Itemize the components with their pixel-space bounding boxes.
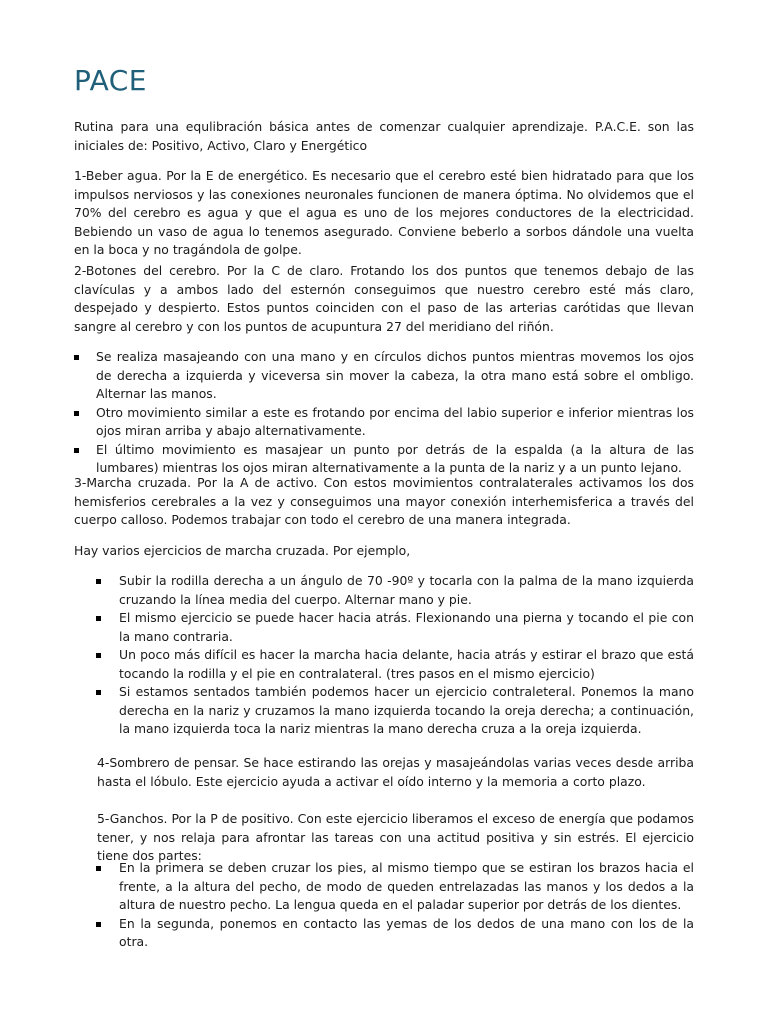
- section-sombrero-pensar: 4-Sombrero de pensar. Se hace estirando las orejas y masajeándolas varias veces desde arriba hasta el lóbulo. Este ejercicio ayuda a activar el oído interno y la memoria a corto plazo.: [97, 755, 694, 789]
- page-title: PACE: [74, 64, 147, 97]
- list-item: En la primera se deben cruzar los pies, al mismo tiempo que se estiran los brazos hacia el frente, a la altura del pecho, de modo de queden entrelazadas las manos y los dedos a la altura de nuestro pecho. La lengua queda en el paladar superior por detrás de los dientes.: [119, 859, 694, 915]
- list-item: Si estamos sentados también podemos hacer un ejercicio contraleteral. Ponemos la mano derecha en la nariz y cruzamos la mano izquierda tocando la oreja derecha; a continuación, la mano izquierda toca la nariz mientras la mano derecha cruza a la oreja izquierda.: [119, 683, 694, 739]
- list-item: El último movimiento es masajear un punto por detrás de la espalda (a la altura de las lumbares) mientras los ojos miran alternativamente a la punta de la nariz y a un punto lejano.: [96, 441, 694, 478]
- botones-bullet-list: [96, 348, 694, 478]
- list-item: Se realiza masajeando con una mano y en círculos dichos puntos mientras movemos los ojos de derecha a izquierda y viceversa sin mover la cabeza, la otra mano está sobre el ombligo. Alternar las manos.: [96, 348, 694, 404]
- list-item: Otro movimiento similar a este es frotando por encima del labio superior e inferior mientras los ojos miran arriba y abajo alternativamente.: [96, 404, 694, 441]
- section-ganchos: 5-Ganchos. Por la P de positivo. Con este ejercicio liberamos el exceso de energía que podamos tener, y nos relaja para afrontar las tareas con una actitud positiva y sin estrés. El ejercicio tiene dos partes:: [97, 811, 694, 863]
- marcha-bullet-list: [119, 572, 694, 739]
- intro-paragraph: Rutina para una equlibración básica antes de comenzar cualquier aprendizaje. P.A.C.E. son las iniciales de: Positivo, Activo, Claro y Energético: [74, 119, 694, 153]
- list-item: En la segunda, ponemos en contacto las yemas de los dedos de una mano con los de la otra.: [119, 915, 694, 952]
- list-item: Un poco más difícil es hacer la marcha hacia delante, hacia atrás y estirar el brazo que está tocando la rodilla y el pie en contralateral. (tres pasos en el mismo ejercicio): [119, 646, 694, 683]
- section-beber-agua: 1-Beber agua. Por la E de energético. Es necesario que el cerebro esté bien hidratado para que los impulsos nerviosos y las conexiones neuronales funcionen de manera óptima. No olvidemos que el 70% del cerebro es agua y que el agua es uno de los mejores conductores de la electricidad. Bebiendo un vaso de agua lo tenemos asegurado. Conviene beberlo a sorbos dándole una vuelta en la boca y no tragándola de golpe.: [74, 168, 694, 257]
- section-botones-cerebro: 2-Botones del cerebro. Por la C de claro. Frotando los dos puntos que tenemos debajo de las clavículas y a ambos lado del esternón conseguimos que nuestro cerebro esté más claro, despejado y despierto. Estos puntos coinciden con el paso de las arterias carótidas que llevan sangre al cerebro y con los puntos de acupuntura 27 del meridiano del riñón.: [74, 263, 694, 334]
- list-item: El mismo ejercicio se puede hacer hacia atrás. Flexionando una pierna y tocando el pie con la mano contraria.: [119, 609, 694, 646]
- section-marcha-cruzada: 3-Marcha cruzada. Por la A de activo. Con estos movimientos contralaterales activamos los dos hemisferios cerebrales a la vez y conseguimos una mayor conexión interhemisferica a través del cuerpo calloso. Podemos trabajar con todo el cerebro de una manera integrada.: [74, 475, 694, 527]
- ganchos-bullet-list: [119, 859, 694, 952]
- marcha-intro-line: Hay varios ejercicios de marcha cruzada. Por ejemplo,: [74, 543, 411, 558]
- list-item: Subir la rodilla derecha a un ángulo de 70 -90º y tocarla con la palma de la mano izquierda cruzando la línea media del cuerpo. Alternar mano y pie.: [119, 572, 694, 609]
